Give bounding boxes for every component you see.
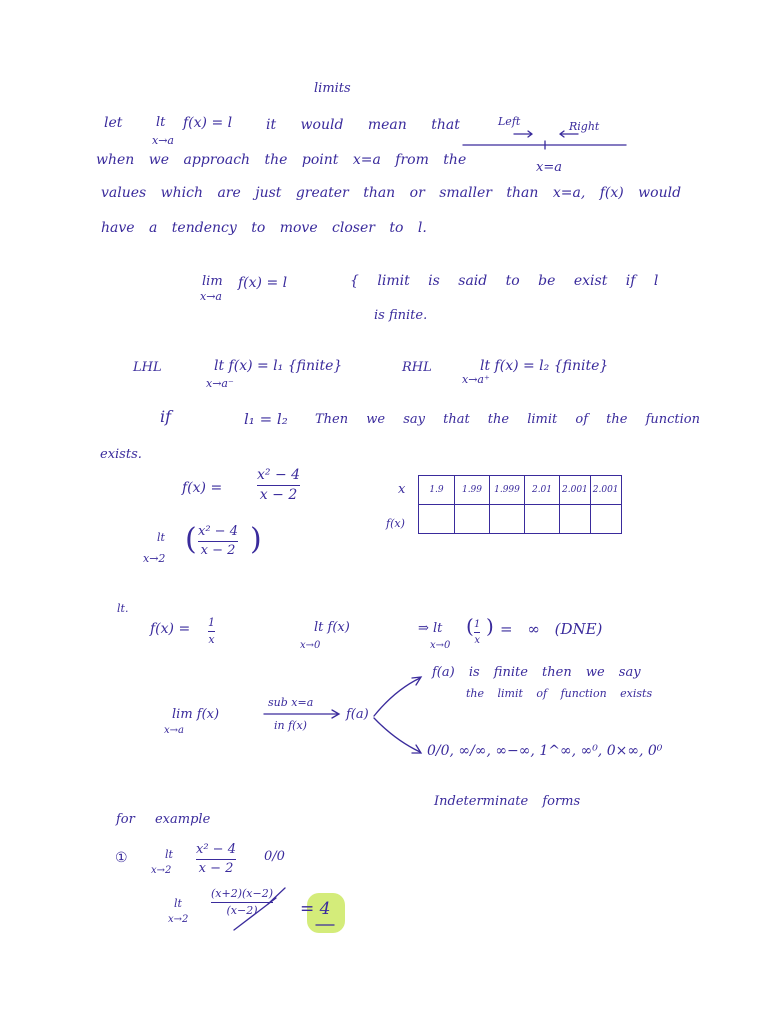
lim-fn-paren-left: (	[185, 522, 197, 557]
if-word: if	[160, 407, 172, 426]
number-line-left-label: Left	[498, 115, 521, 128]
lim-fn-paren-right: )	[250, 522, 262, 557]
example-numerator: x² − 4	[196, 842, 236, 857]
rhl-label: RHL	[402, 360, 432, 375]
intro-line-3: values which are just greater than or smaller than x=a, f(x) would	[101, 185, 682, 201]
example-lt-2: lt	[174, 897, 182, 910]
lim-def-expr: f(x) = l	[238, 275, 288, 291]
intro-lt: lt	[156, 115, 166, 130]
example-lt: lt	[165, 848, 173, 861]
lhl-label: LHL	[133, 360, 162, 375]
example-subscript: x→2	[151, 865, 172, 876]
table-cell: 2.001	[590, 476, 621, 505]
second-frac2-den: x	[474, 635, 480, 646]
intro-line-4: have a tendency to move closer to l.	[101, 220, 427, 236]
example-denominator: x − 2	[198, 861, 234, 877]
flow-subscript: x→a	[164, 725, 184, 736]
intro-text: it would mean that	[266, 117, 460, 133]
lim-def-subscript: x→a	[200, 290, 222, 303]
intro-let: let	[104, 115, 123, 131]
cancel-stroke	[268, 888, 285, 904]
if-text: Then we say that the limit of the function	[315, 412, 700, 427]
lim-fn-denominator: x − 2	[200, 543, 236, 559]
second-frac-den: x	[208, 633, 215, 647]
example-form: 0/0	[264, 849, 285, 864]
second-subscript: x→0	[300, 640, 321, 651]
intro-expr: f(x) = l	[183, 115, 233, 131]
fn-numerator: x² − 4	[257, 467, 301, 483]
intro-subscript: x→a	[152, 134, 174, 147]
lim-def-lim: lim	[202, 274, 223, 289]
table-x-label: x	[398, 482, 406, 497]
flow-fa: f(a)	[346, 707, 369, 722]
rhl-expr: lt f(x) = l₂ {finite}	[480, 358, 609, 374]
table-cell: 1.99	[455, 476, 490, 505]
example-answer: = 4	[300, 899, 331, 919]
page-title: limits	[314, 81, 351, 96]
flow-lim: lim f(x)	[172, 707, 220, 722]
indeterminate-forms-label: Indeterminate forms	[434, 794, 581, 809]
arrow-left-icon	[560, 131, 578, 137]
exists-word: exists.	[100, 447, 142, 462]
lim-def-note-1: { limit is said to be exist if l	[350, 273, 659, 289]
example-numerator-2: (x+2)(x−2)	[211, 887, 274, 900]
second-lt-fx: lt f(x)	[314, 620, 350, 635]
table-cell: 1.999	[490, 476, 525, 505]
flow-sub-label-2: in f(x)	[274, 719, 307, 732]
lhl-expr: lt f(x) = l₁ {finite}	[214, 358, 343, 374]
indeterminate-forms-list: 0/0, ∞/∞, ∞−∞, 1^∞, ∞⁰, 0×∞, 0⁰	[427, 743, 663, 759]
intro-line-2: when we approach the point x=a from the	[96, 152, 467, 168]
second-implies-lt: ⇒ lt	[418, 621, 443, 636]
lim-fn-subscript: x→2	[143, 552, 166, 565]
number-line-right-label: Right	[569, 120, 600, 133]
second-paren-left: (	[466, 614, 474, 638]
second-frac-num: 1	[208, 616, 215, 629]
arrow-right-icon	[514, 131, 532, 137]
if-condition: l₁ = l₂	[244, 410, 288, 428]
rhl-subscript: x→a⁺	[462, 373, 490, 386]
lim-fn-lt: lt	[157, 531, 165, 544]
flow-upper-2: the limit of function exists	[466, 687, 653, 700]
second-result: = ∞ (DNE)	[500, 620, 603, 638]
lhl-subscript: x→a⁻	[206, 377, 234, 390]
example-subscript-2: x→2	[168, 914, 189, 925]
fn-lhs: f(x) =	[182, 480, 223, 496]
flow-upper-1: f(a) is finite then we say	[432, 665, 641, 680]
flow-sub-label-1: sub x=a	[268, 696, 314, 709]
table-cell: 1.9	[419, 476, 455, 505]
example-denominator-2: (x−2)	[226, 904, 258, 918]
lim-def-note-2: is finite.	[374, 308, 428, 323]
second-frac2-num: 1	[474, 619, 481, 630]
second-paren-right: )	[486, 614, 494, 638]
second-subscript-2: x→0	[430, 640, 451, 651]
second-fx: f(x) =	[150, 621, 191, 637]
table-cell: 2.01	[525, 476, 560, 505]
example-number: ①	[115, 850, 128, 866]
branch-up	[374, 678, 420, 716]
table-cell: 2.001	[560, 476, 591, 505]
number-line-point: x=a	[536, 160, 562, 175]
example-heading: for example	[116, 812, 211, 827]
table-f-label: f(x)	[386, 517, 405, 530]
fn-denominator: x − 2	[259, 487, 298, 504]
lim-fn-numerator: x² − 4	[198, 524, 238, 539]
second-lt: lt.	[117, 602, 129, 615]
branch-down	[374, 718, 420, 752]
